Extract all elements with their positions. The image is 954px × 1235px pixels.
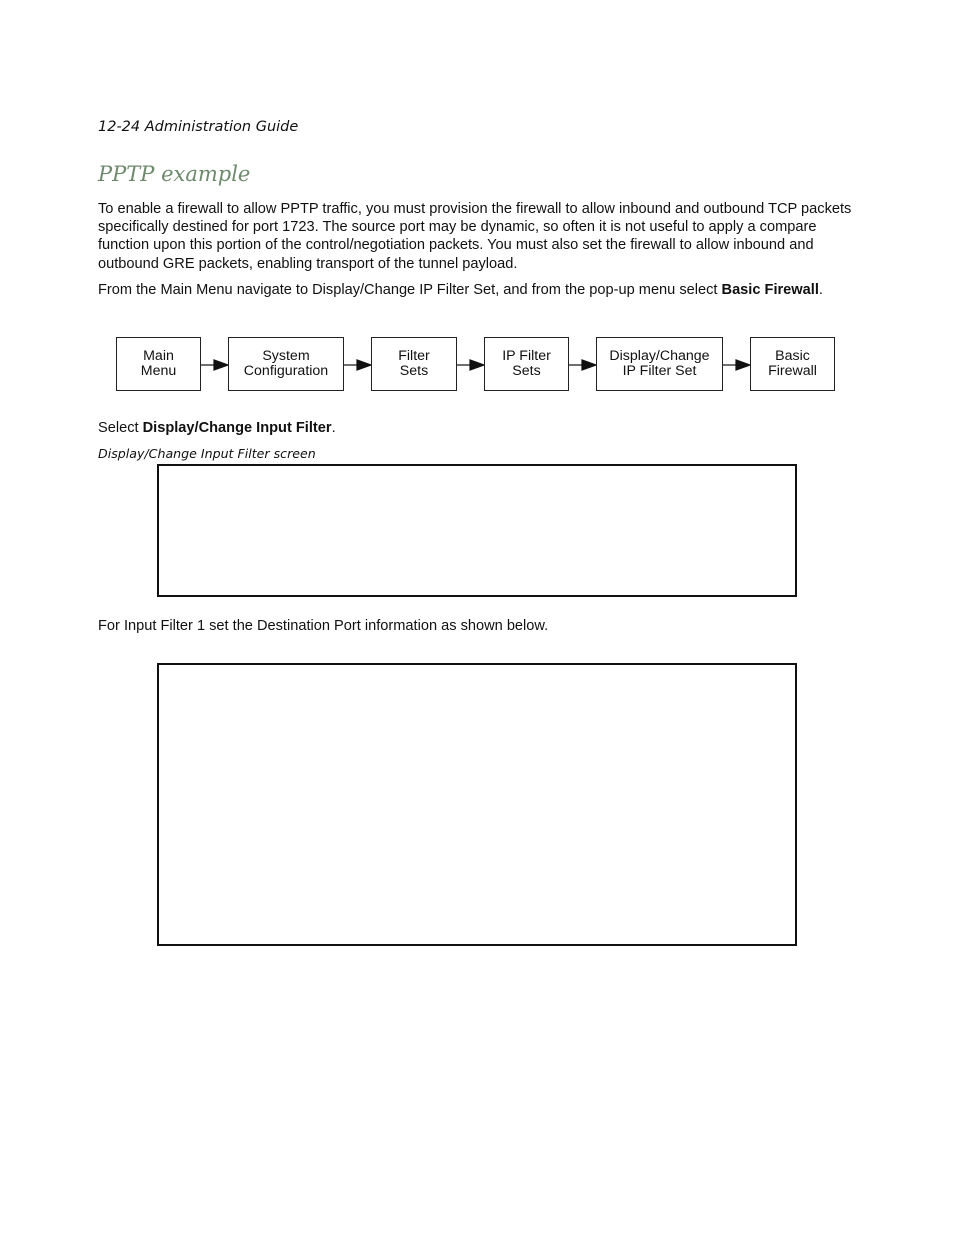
flow-arrowhead-3 xyxy=(470,360,484,370)
flow-step-label: Sets xyxy=(399,363,429,379)
flow-arrowhead-1 xyxy=(214,360,228,370)
flow-arrowhead-5 xyxy=(736,360,750,370)
flow-arrowhead-4 xyxy=(582,360,596,370)
flow-step-label: Menu xyxy=(140,363,177,379)
flow-step-label: Display/Change xyxy=(609,347,710,364)
flow-step-ip-filter-sets xyxy=(484,337,569,391)
display-change-input-filter-term: Display/Change Input Filter xyxy=(142,420,332,436)
destination-port-instruction: For Input Filter 1 set the Destination Port information as shown below. xyxy=(98,618,549,634)
destination-port-screen-frame xyxy=(157,663,797,946)
flow-step-main-menu xyxy=(116,337,201,391)
navigation-text: From the Main Menu navigate to Display/Change IP Filter Set, and from the pop-up menu select xyxy=(98,282,722,298)
section-title: PPTP example xyxy=(98,162,251,186)
navigation-paragraph xyxy=(98,281,863,299)
flow-step-basic-firewall xyxy=(750,337,835,391)
basic-firewall-term: Basic Firewall xyxy=(721,282,819,298)
flow-step-label: System xyxy=(262,347,310,364)
running-head: 12-24 Administration Guide xyxy=(98,119,299,135)
select-period: . xyxy=(331,420,336,436)
input-filter-screen-frame xyxy=(157,464,797,597)
flow-step-label: Sets xyxy=(512,363,541,379)
select-instruction xyxy=(98,419,863,437)
flow-step-label: Firewall xyxy=(768,363,817,379)
flow-step-label: Filter xyxy=(398,347,430,364)
flow-step-system-configuration xyxy=(228,337,344,391)
figure-caption: Display/Change Input Filter screen xyxy=(98,446,316,461)
select-text: Select xyxy=(98,420,143,436)
flow-step-display-change-ip-filter-set xyxy=(596,337,723,391)
flow-step-label: IP Filter Set xyxy=(622,363,697,379)
flow-step-label: IP Filter xyxy=(502,347,551,364)
flow-arrowhead-2 xyxy=(357,360,371,370)
flow-step-filter-sets xyxy=(371,337,457,391)
flow-step-label: Configuration xyxy=(243,363,329,379)
navigation-period: . xyxy=(818,282,823,298)
flow-step-label: Main xyxy=(143,347,174,364)
flow-step-label: Basic xyxy=(775,347,810,364)
intro-paragraph: To enable a firewall to allow PPTP traffic, you must provision the firewall to allow inbound and outbound TCP packets specifically destined for port 1723. The source port may be dynamic, so often it is not useful to apply a compare function upon this portion of the control/negotiation packets. You must also set the firewall to allow inbound and outbound GRE packets, enabling transport of the tunnel payload. xyxy=(98,201,852,272)
